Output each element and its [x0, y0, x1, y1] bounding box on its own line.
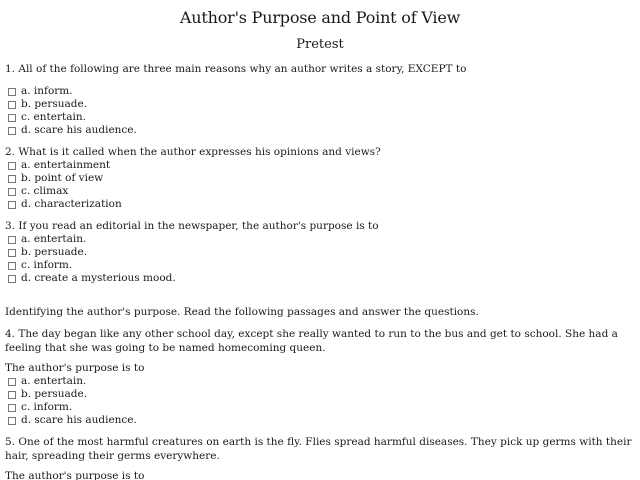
page-title: Author's Purpose and Point of View	[179, 8, 461, 27]
question-3-option-c[interactable]	[8, 259, 72, 272]
question-2-prompt: 2. What is it called when the author expresses his opinions and views?	[5, 146, 381, 158]
checkbox[interactable]	[8, 127, 16, 135]
question-2-option-d[interactable]	[8, 198, 122, 211]
question-2-option-b[interactable]	[8, 172, 103, 185]
passage-4-prompt: The author's purpose is to	[5, 362, 145, 374]
question-4-option-d[interactable]	[8, 414, 137, 427]
option-label: d. scare his audience.	[21, 414, 137, 426]
passage-5-text: 5. One of the most harmful creatures on earth is the fly. Flies spread harmful diseases. They pick up germs with their hair, spreading their germs everywhere.	[5, 436, 632, 462]
checkbox[interactable]	[8, 378, 16, 386]
question-1-option-a[interactable]	[8, 85, 73, 98]
passage-4-text: 4. The day began like any other school day, except she really wanted to run to the bus and get to school. She had a feeling that she was going to be named homecoming queen.	[5, 328, 618, 354]
question-1-prompt: 1. All of the following are three main reasons why an author writes a story, EXCEPT to	[5, 63, 467, 75]
question-4-option-c[interactable]	[8, 401, 72, 414]
option-label: c. entertain.	[21, 111, 86, 123]
checkbox[interactable]	[8, 417, 16, 425]
checkbox[interactable]	[8, 201, 16, 209]
question-4-option-a[interactable]	[8, 375, 86, 388]
option-label: b. persuade.	[21, 246, 88, 258]
option-label: b. persuade.	[21, 98, 88, 110]
option-label: b. point of view	[21, 172, 104, 184]
question-2-option-a[interactable]	[8, 159, 110, 172]
checkbox[interactable]	[8, 162, 16, 170]
option-label: a. entertain.	[21, 233, 87, 245]
question-4-option-b[interactable]	[8, 388, 87, 401]
option-label: b. persuade.	[21, 388, 88, 400]
option-label: d. scare his audience.	[21, 124, 137, 136]
checkbox[interactable]	[8, 391, 16, 399]
checkbox[interactable]	[8, 236, 16, 244]
checkbox[interactable]	[8, 114, 16, 122]
question-2-option-c[interactable]	[8, 185, 68, 198]
option-label: c. climax	[21, 185, 69, 197]
checkbox[interactable]	[8, 188, 16, 196]
checkbox[interactable]	[8, 262, 16, 270]
question-1-option-b[interactable]	[8, 98, 87, 111]
option-label: c. inform.	[21, 259, 73, 271]
checkbox[interactable]	[8, 404, 16, 412]
section-instructions: Identifying the author's purpose. Read the following passages and answer the questions.	[5, 306, 479, 318]
option-label: a. entertainment	[21, 159, 111, 171]
question-3-option-d[interactable]	[8, 272, 176, 285]
checkbox[interactable]	[8, 175, 16, 183]
option-label: a. entertain.	[21, 375, 87, 387]
question-3-option-a[interactable]	[8, 233, 86, 246]
option-label: c. inform.	[21, 401, 73, 413]
checkbox[interactable]	[8, 275, 16, 283]
option-label: d. characterization	[21, 198, 122, 210]
checkbox[interactable]	[8, 101, 16, 109]
checkbox[interactable]	[8, 88, 16, 96]
passage-5-prompt: The author's purpose is to	[5, 470, 145, 480]
checkbox[interactable]	[8, 249, 16, 257]
option-label: a. inform.	[21, 85, 73, 97]
question-3-prompt: 3. If you read an editorial in the newspaper, the author's purpose is to	[5, 220, 379, 232]
option-label: d. create a mysterious mood.	[21, 272, 176, 284]
question-1-option-c[interactable]	[8, 111, 86, 124]
question-1-option-d[interactable]	[8, 124, 137, 137]
page-subtitle: Pretest	[296, 37, 344, 52]
question-3-option-b[interactable]	[8, 246, 87, 259]
